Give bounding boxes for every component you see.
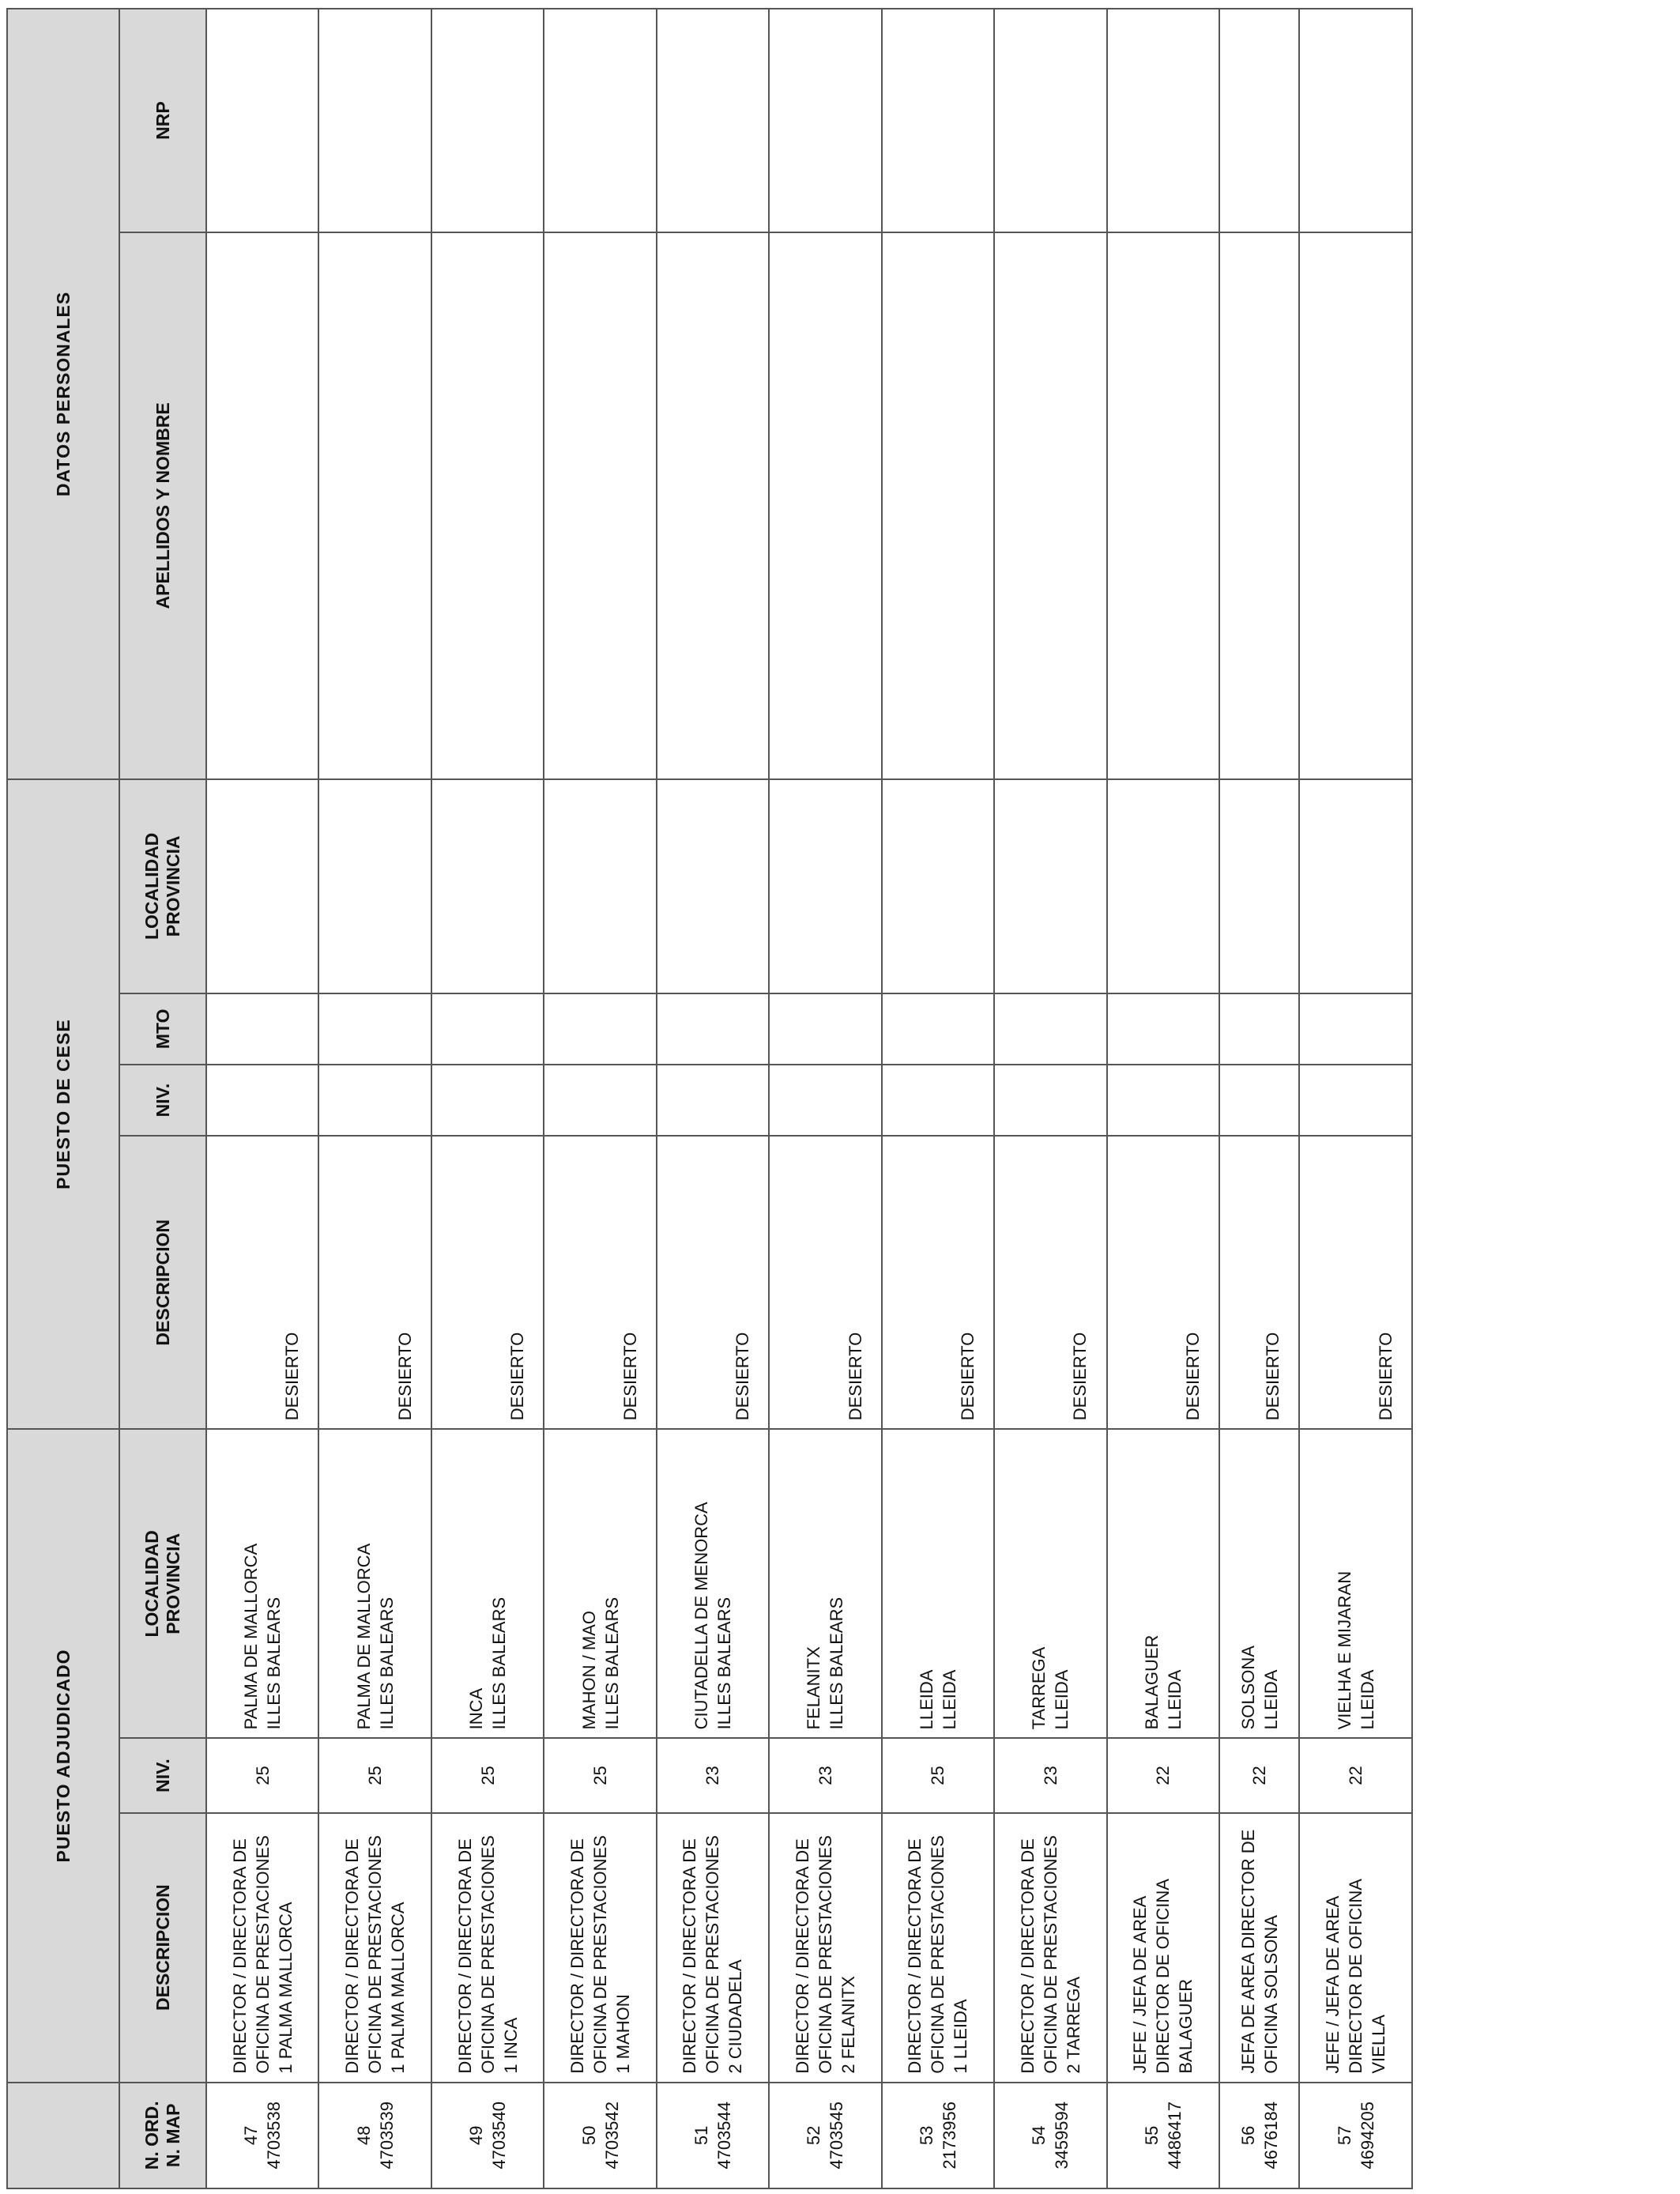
map-value: 4703544 <box>714 2101 734 2169</box>
descripcion-cell: DIRECTOR / DIRECTORA DE OFICINA DE PRESTACIONES 2 CIUDADELA <box>657 1813 769 2083</box>
localidad-value: VIELHA E MIJARAN <box>1334 1570 1354 1730</box>
localidad-value: BALAGUER <box>1141 1634 1162 1730</box>
localidad-value: PALMA DE MALLORCA <box>241 1543 262 1730</box>
cese-localidad-cell <box>882 779 994 993</box>
descripcion-cell: DIRECTOR / DIRECTORA DE OFICINA DE PRESTACIONES 1 PALMA MALLORCA <box>318 1813 431 2083</box>
cese-niv-cell <box>1299 1065 1412 1136</box>
cese-mto-cell <box>769 993 881 1065</box>
cese-niv-cell <box>1107 1065 1219 1136</box>
map-value: 3459594 <box>1052 2101 1072 2169</box>
localidad-cell <box>882 1429 994 1738</box>
nrp-cell <box>882 9 994 232</box>
header-localidad: LOCALIDAD <box>141 1530 162 1638</box>
map-value: 4703542 <box>601 2101 622 2169</box>
apellidos-cell <box>994 232 1106 779</box>
cese-niv-cell <box>318 1065 431 1136</box>
provincia-value: ILLES BALEARS <box>489 1596 510 1730</box>
ord-map-cell <box>431 2083 544 2188</box>
nrp-cell <box>431 9 544 232</box>
localidad-value: TARREGA <box>1029 1646 1049 1730</box>
ord-value: 51 <box>691 2125 711 2146</box>
provincia-value: LLEIDA <box>1357 1669 1377 1730</box>
header-puesto-cese: PUESTO DE CESE <box>7 779 119 1429</box>
apellidos-cell <box>318 232 431 779</box>
cese-descripcion-cell: DESIERTO <box>657 1136 769 1429</box>
provincia-value: LLEIDA <box>1052 1669 1072 1730</box>
cese-descripcion-cell: DESIERTO <box>318 1136 431 1429</box>
map-value: 2173956 <box>939 2101 959 2169</box>
cese-localidad-cell <box>1107 779 1219 993</box>
niv-cell: 22 <box>1299 1738 1412 1812</box>
provincia-value: LLEIDA <box>939 1669 959 1730</box>
localidad-cell <box>431 1429 544 1738</box>
niv-cell: 23 <box>657 1738 769 1812</box>
cese-niv-cell <box>994 1065 1106 1136</box>
header-ord: N. ORD. <box>141 2101 162 2170</box>
header-cese-descripcion: DESCRIPCION <box>119 1136 206 1429</box>
localidad-cell <box>206 1429 318 1738</box>
niv-cell: 25 <box>544 1738 656 1812</box>
cese-localidad-cell <box>206 779 318 993</box>
cese-mto-cell <box>657 993 769 1065</box>
provincia-value: ILLES BALEARS <box>827 1596 847 1730</box>
header-blank-corner <box>7 2083 119 2188</box>
localidad-value: LLEIDA <box>916 1669 936 1730</box>
cese-localidad-cell <box>994 779 1106 993</box>
cese-descripcion-cell: DESIERTO <box>994 1136 1106 1429</box>
descripcion-cell: DIRECTOR / DIRECTORA DE OFICINA DE PRESTACIONES 1 INCA <box>431 1813 544 2083</box>
localidad-value: PALMA DE MALLORCA <box>353 1543 374 1730</box>
map-value: 4694205 <box>1357 2101 1377 2169</box>
nrp-cell <box>1299 9 1412 232</box>
ord-map-cell <box>994 2083 1106 2188</box>
cese-localidad-cell <box>1219 779 1300 993</box>
provincia-value: ILLES BALEARS <box>264 1596 284 1730</box>
cese-mto-cell <box>1107 993 1219 1065</box>
cese-niv-cell <box>882 1065 994 1136</box>
niv-cell: 22 <box>1219 1738 1300 1812</box>
group-header-row <box>7 9 119 2188</box>
descripcion-cell: JEFE / JEFA DE AREA DIRECTOR DE OFICINA VIELLA <box>1299 1813 1412 2083</box>
ord-value: 54 <box>1029 2125 1049 2146</box>
table-row <box>1219 9 1300 2188</box>
ord-value: 56 <box>1237 2125 1258 2146</box>
cese-localidad-cell <box>318 779 431 993</box>
cese-localidad-cell <box>769 779 881 993</box>
niv-cell: 25 <box>431 1738 544 1812</box>
cese-localidad-cell <box>544 779 656 993</box>
header-apellidos-nombre: APELLIDOS Y NOMBRE <box>119 232 206 779</box>
localidad-cell <box>1107 1429 1219 1738</box>
niv-cell: 23 <box>994 1738 1106 1812</box>
apellidos-cell <box>1219 232 1300 779</box>
cese-descripcion-cell: DESIERTO <box>206 1136 318 1429</box>
ord-map-cell <box>206 2083 318 2188</box>
ord-map-cell <box>1107 2083 1219 2188</box>
cese-niv-cell <box>431 1065 544 1136</box>
niv-cell: 25 <box>882 1738 994 1812</box>
ord-map-cell <box>544 2083 656 2188</box>
cese-niv-cell <box>657 1065 769 1136</box>
ord-map-cell <box>318 2083 431 2188</box>
localidad-value: CIUTADELLA DE MENORCA <box>691 1502 711 1730</box>
nrp-cell <box>318 9 431 232</box>
ord-map-cell <box>769 2083 881 2188</box>
cese-mto-cell <box>544 993 656 1065</box>
map-value: 4703539 <box>376 2101 397 2169</box>
cese-mto-cell <box>882 993 994 1065</box>
cese-descripcion-cell: DESIERTO <box>1219 1136 1300 1429</box>
provincia-value: LLEIDA <box>1164 1669 1185 1730</box>
adjudication-table <box>6 8 1413 2189</box>
header-cese-niv: NIV. <box>119 1065 206 1136</box>
descripcion-cell: DIRECTOR / DIRECTORA DE OFICINA DE PRESTACIONES 1 MAHON <box>544 1813 656 2083</box>
header-provincia: PROVINCIA <box>163 1532 183 1634</box>
localidad-value: MAHON / MAO <box>578 1611 599 1730</box>
cese-niv-cell <box>769 1065 881 1136</box>
ord-value: 47 <box>241 2125 262 2146</box>
ord-value: 49 <box>466 2125 487 2146</box>
descripcion-cell: DIRECTOR / DIRECTORA DE OFICINA DE PRESTACIONES 2 TARREGA <box>994 1813 1106 2083</box>
table-row <box>882 9 994 2188</box>
table-row <box>1299 9 1412 2188</box>
nrp-cell <box>657 9 769 232</box>
ord-value: 57 <box>1334 2125 1354 2146</box>
ord-map-cell <box>882 2083 994 2188</box>
apellidos-cell <box>882 232 994 779</box>
apellidos-cell <box>544 232 656 779</box>
descripcion-cell: JEFE / JEFA DE AREA DIRECTOR DE OFICINA BALAGUER <box>1107 1813 1219 2083</box>
table-row <box>769 9 881 2188</box>
apellidos-cell <box>657 232 769 779</box>
provincia-value: ILLES BALEARS <box>714 1596 734 1730</box>
column-header-row <box>119 9 206 2188</box>
cese-descripcion-cell: DESIERTO <box>769 1136 881 1429</box>
map-value: 4676184 <box>1260 2101 1281 2169</box>
table-row <box>657 9 769 2188</box>
cese-descripcion-cell: DESIERTO <box>544 1136 656 1429</box>
localidad-cell <box>657 1429 769 1738</box>
map-value: 4703545 <box>827 2101 847 2169</box>
table-row <box>994 9 1106 2188</box>
niv-cell: 22 <box>1107 1738 1219 1812</box>
cese-mto-cell <box>318 993 431 1065</box>
provincia-value: ILLES BALEARS <box>376 1596 397 1730</box>
cese-niv-cell <box>544 1065 656 1136</box>
nrp-cell <box>206 9 318 232</box>
table-row <box>431 9 544 2188</box>
cese-descripcion-cell: DESIERTO <box>1299 1136 1412 1429</box>
cese-niv-cell <box>206 1065 318 1136</box>
nrp-cell <box>769 9 881 232</box>
ord-map-cell <box>1299 2083 1412 2188</box>
ord-value: 55 <box>1141 2125 1162 2146</box>
descripcion-cell: DIRECTOR / DIRECTORA DE OFICINA DE PRESTACIONES 1 LLEIDA <box>882 1813 994 2083</box>
cese-mto-cell <box>1299 993 1412 1065</box>
header-cese-provincia: PROVINCIA <box>163 835 183 937</box>
cese-descripcion-cell: DESIERTO <box>1107 1136 1219 1429</box>
table-row <box>206 9 318 2188</box>
header-descripcion: DESCRIPCION <box>119 1813 206 2083</box>
header-cese-localidad: LOCALIDAD <box>141 832 162 941</box>
localidad-cell <box>994 1429 1106 1738</box>
provincia-value: LLEIDA <box>1260 1669 1281 1730</box>
header-puesto-adjudicado: PUESTO ADJUDICADO <box>7 1429 119 2082</box>
localidad-cell <box>1219 1429 1300 1738</box>
header-datos-personales: DATOS PERSONALES <box>7 9 119 779</box>
table-row <box>318 9 431 2188</box>
header-cese-mto: MTO <box>119 993 206 1065</box>
localidad-cell <box>544 1429 656 1738</box>
header-nrp: NRP <box>119 9 206 232</box>
cese-localidad-cell <box>431 779 544 993</box>
localidad-cell <box>769 1429 881 1738</box>
ord-value: 48 <box>353 2125 374 2146</box>
ord-value: 52 <box>804 2125 824 2146</box>
apellidos-cell <box>206 232 318 779</box>
apellidos-cell <box>1299 232 1412 779</box>
map-value: 4703538 <box>264 2101 284 2169</box>
cese-niv-cell <box>1219 1065 1300 1136</box>
descripcion-cell: DIRECTOR / DIRECTORA DE OFICINA DE PRESTACIONES 1 PALMA MALLORCA <box>206 1813 318 2083</box>
descripcion-cell: DIRECTOR / DIRECTORA DE OFICINA DE PRESTACIONES 2 FELANITX <box>769 1813 881 2083</box>
localidad-value: INCA <box>466 1687 487 1730</box>
localidad-value: SOLSONA <box>1237 1646 1258 1730</box>
nrp-cell <box>994 9 1106 232</box>
header-niv: NIV. <box>119 1738 206 1812</box>
rotated-page <box>6 8 1413 2189</box>
apellidos-cell <box>769 232 881 779</box>
provincia-value: ILLES BALEARS <box>601 1596 622 1730</box>
map-value: 4703540 <box>489 2101 510 2169</box>
cese-descripcion-cell: DESIERTO <box>431 1136 544 1429</box>
cese-descripcion-cell: DESIERTO <box>882 1136 994 1429</box>
nrp-cell <box>1107 9 1219 232</box>
apellidos-cell <box>1107 232 1219 779</box>
apellidos-cell <box>431 232 544 779</box>
cese-localidad-cell <box>657 779 769 993</box>
ord-value: 50 <box>578 2125 599 2146</box>
table-row <box>1107 9 1219 2188</box>
niv-cell: 25 <box>206 1738 318 1812</box>
ord-map-cell <box>657 2083 769 2188</box>
header-ord-map <box>119 2083 206 2188</box>
localidad-cell <box>1299 1429 1412 1738</box>
localidad-cell <box>318 1429 431 1738</box>
cese-mto-cell <box>994 993 1106 1065</box>
header-localidad-provincia <box>119 1429 206 1738</box>
ord-value: 53 <box>916 2125 936 2146</box>
header-map: N. MAP <box>163 2103 183 2168</box>
localidad-value: FELANITX <box>804 1646 824 1730</box>
cese-mto-cell <box>1219 993 1300 1065</box>
header-cese-localidad-provincia <box>119 779 206 993</box>
nrp-cell <box>544 9 656 232</box>
map-value: 4486417 <box>1164 2101 1185 2169</box>
ord-map-cell <box>1219 2083 1300 2188</box>
niv-cell: 23 <box>769 1738 881 1812</box>
cese-mto-cell <box>206 993 318 1065</box>
cese-mto-cell <box>431 993 544 1065</box>
niv-cell: 25 <box>318 1738 431 1812</box>
descripcion-cell: JEFA DE AREA DIRECTOR DE OFICINA SOLSONA <box>1219 1813 1300 2083</box>
nrp-cell <box>1219 9 1300 232</box>
cese-localidad-cell <box>1299 779 1412 993</box>
table-row <box>544 9 656 2188</box>
